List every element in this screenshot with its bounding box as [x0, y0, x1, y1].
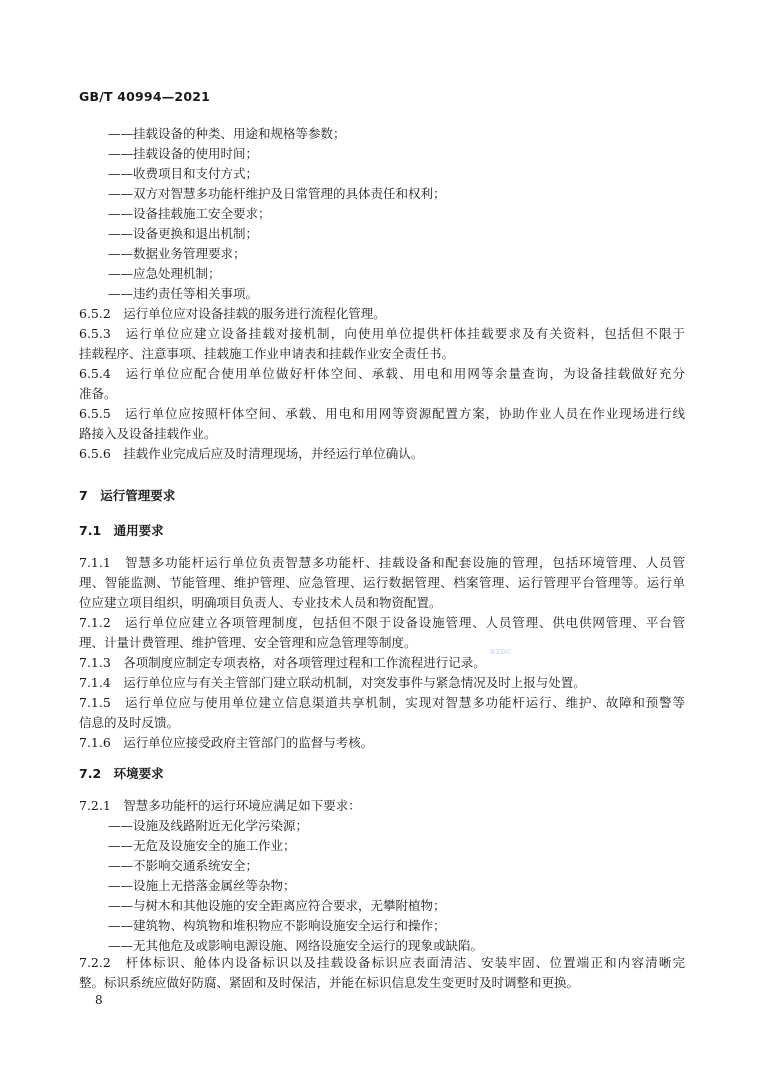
subsection-heading: 7.1 通用要求 [79, 523, 164, 538]
clause-line: 挂载程序、注意事项、挂载施工作业申请表和挂载作业安全责任书。 [79, 346, 455, 361]
clause-line: 信息的及时反馈。 [79, 715, 180, 730]
clause-line: 7.1.2 运行单位应建立各项管理制度，包括但不限于设备设施管理、人员管理、供电供网管理、平台管 [79, 615, 685, 630]
clause-line: 整。标识系统应做好防腐、紧固和及时保洁，并能在标识信息发生变更时及时调整和更换。 [79, 975, 580, 990]
dash-list-item: ——挂载设备的使用时间； [108, 146, 259, 161]
dash-list-item: ——不影响交通系统安全； [108, 858, 259, 873]
clause-line: 理、计量计费管理、维护管理、安全管理和应急管理等制度。 [79, 635, 417, 650]
clause-line: 7.2.1 智慧多功能杆的运行环境应满足如下要求： [79, 798, 361, 813]
dash-list-item: ——设施及线路附近无化学污染源； [108, 818, 309, 833]
standard-code-header: GB/T 40994—2021 [79, 89, 211, 104]
clause-line: 6.5.5 运行单位应按照杆体空间、承载、用电和用网等资源配置方案，协助作业人员在作业现场进行线 [79, 406, 685, 421]
dash-list-item: ——违约责任等相关事项。 [108, 286, 259, 301]
dash-list-item: ——建筑物、构筑物和堆积物应不影响设施安全运行和操作； [108, 918, 446, 933]
clause-line: 6.5.4 运行单位应配合使用单位做好杆体空间、承载、用电和用网等余量查询，为设备挂载做好充分 [79, 366, 685, 381]
clause-line: 7.1.1 智慧多功能杆运行单位负责智慧多功能杆、挂载设备和配套设施的管理，包括环境管理、人员管 [79, 555, 685, 570]
dash-list-item: ——应急处理机制； [108, 266, 221, 281]
dash-list-item: ——收费项目和支付方式； [108, 166, 259, 181]
clause-line: 7.1.6 运行单位应接受政府主管部门的监督与考核。 [79, 735, 374, 750]
dash-list-item: ——双方对智慧多功能杆维护及日常管理的具体责任和权利； [108, 186, 446, 201]
dash-list-item: ——无其他危及或影响电源设施、网络设施安全运行的现象或缺陷。 [108, 938, 484, 953]
clause-line: 6.5.3 运行单位应建立设备挂载对接机制，向使用单位提供杆体挂载要求及有关资料，包括但不限于 [79, 326, 685, 341]
subsection-heading: 7.2 环境要求 [79, 766, 164, 781]
dash-list-item: ——数据业务管理要求； [108, 246, 246, 261]
page-number: 8 [95, 993, 103, 1007]
clause-line: 7.1.4 运行单位应与有关主管部门建立联动机制，对突发事件与紧急情况及时上报与处置。 [79, 675, 586, 690]
dash-list-item: ——无危及设施安全的施工作业； [108, 838, 296, 853]
clause-line: 7.2.2 杆体标识、舱体内设备标识以及挂载设备标识应表面清洁、安装牢固、位置端正和内容清晰完 [79, 955, 685, 970]
dash-list-item: ——与树木和其他设施的安全距离应符合要求，无攀附植物； [108, 898, 446, 913]
dash-list-item: ——设备更换和退出机制； [108, 226, 259, 241]
clause-line: 路接入及设备挂载作业。 [79, 426, 217, 441]
watermark-stamp: BZDC [490, 648, 512, 656]
clause-line: 6.5.6 挂载作业完成后应及时清理现场，并经运行单位确认。 [79, 446, 424, 461]
clause-line: 位应建立项目组织，明确项目负责人、专业技术人员和物资配置。 [79, 595, 442, 610]
dash-list-item: ——设备挂载施工安全要求； [108, 206, 271, 221]
clause-line: 理、智能监测、节能管理、维护管理、应急管理、运行数据管理、档案管理、运行管理平台管理等。运行单 [79, 575, 685, 590]
clause-line: 7.1.3 各项制度应制定专项表格，对各项管理过程和工作流程进行记录。 [79, 655, 486, 670]
clause-line: 6.5.2 运行单位应对设备挂载的服务进行流程化管理。 [79, 306, 386, 321]
section-heading: 7 运行管理要求 [79, 488, 176, 503]
dash-list-item: ——挂载设备的种类、用途和规格等参数； [108, 126, 346, 141]
dash-list-item: ——设施上无搭落金属丝等杂物； [108, 878, 296, 893]
clause-line: 7.1.5 运行单位应与使用单位建立信息渠道共享机制，实现对智慧多功能杆运行、维护、故障和预警等 [79, 695, 685, 710]
clause-line: 准备。 [79, 386, 117, 401]
